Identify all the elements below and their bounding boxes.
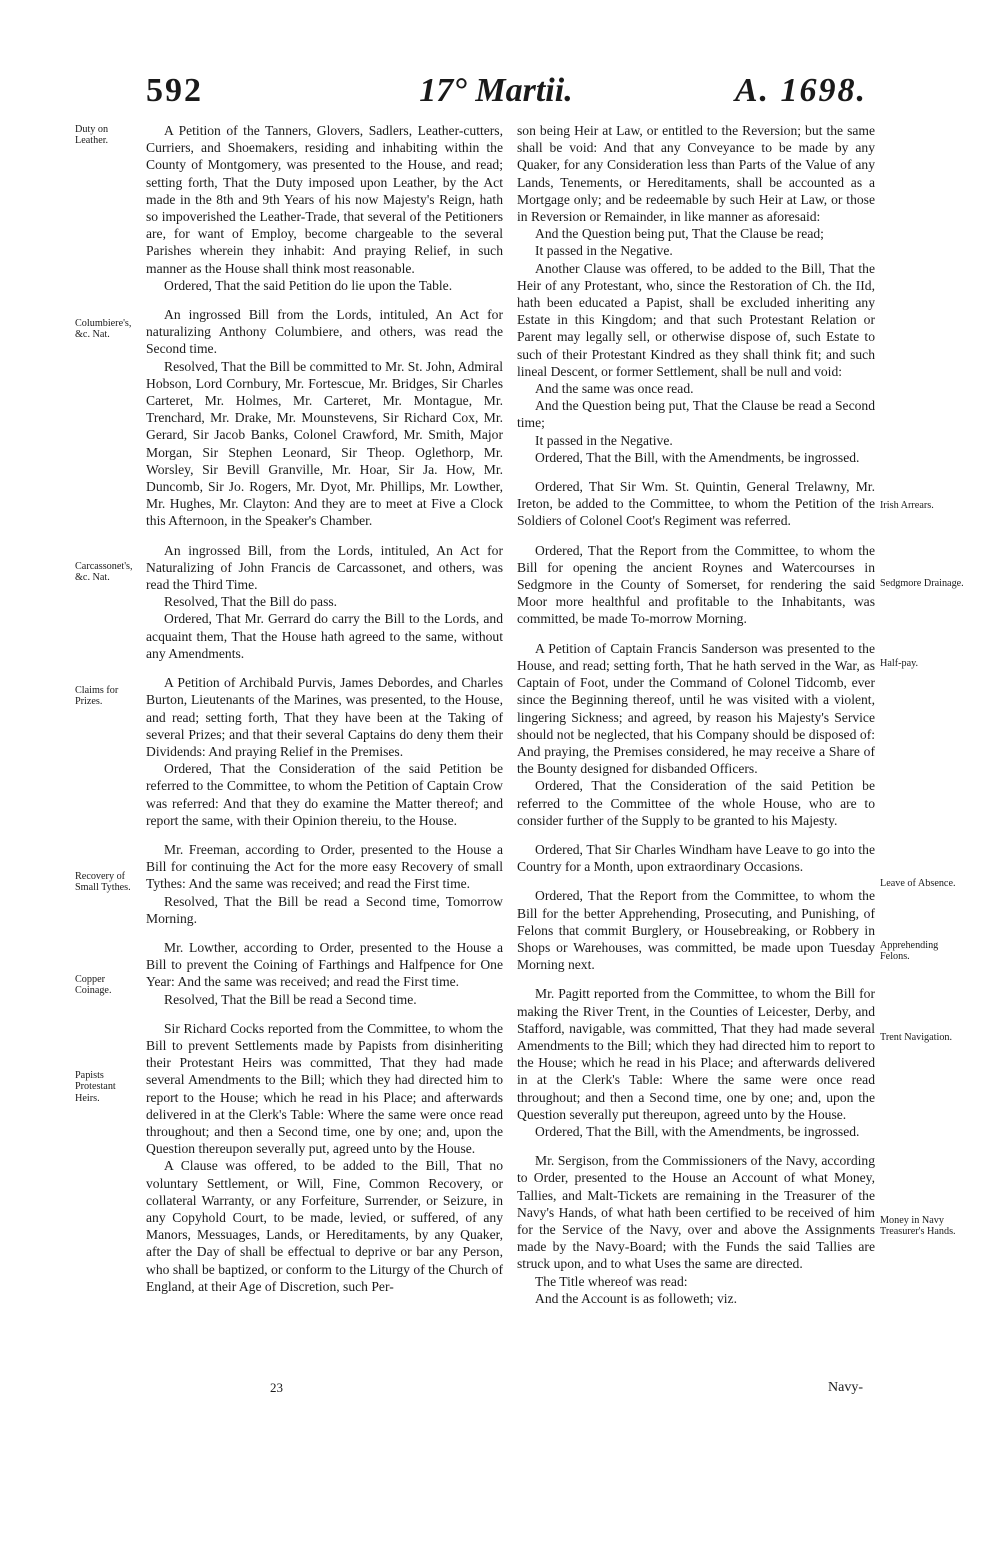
entry-paragraph: Resolved, That the Bill do pass.: [164, 594, 338, 610]
right-column: [517, 122, 875, 1307]
catchword: Navy-: [828, 1380, 863, 1395]
entry-paragraph: Ordered, That the Consideration of the said Petition be referred to the Committee, to whom the Petition of Captain Crow was referred: And that they do examine the Matter thereof; and report the same, with their Opinion thereiu, to the House.: [146, 761, 503, 828]
margin-note-apprehending-felons: Apprehending Felons.: [880, 940, 939, 963]
entry-paragraph: Mr. Freeman, according to Order, presented to the House a Bill for continuing the Act for the more easy Recovery of small Tythes: And the same was received; and read the First time.: [146, 841, 503, 892]
entry-paragraph: Ordered, That Sir Wm. St. Quintin, General Trelawny, Mr. Ireton, be added to the Committee, to whom the Petition of the Soldiers of Colonel Coot's Regiment was referred.: [517, 479, 875, 529]
entry-paragraph: An ingrossed Bill from the Lords, intituled, An Act for naturalizing Anthony Columbiere, and others, was read the Second time.: [146, 307, 503, 357]
entry-paragraph: Ordered, That the said Petition do lie upon the Table.: [164, 277, 453, 293]
margin-note-money-in-navy: Money in Navy Treasurer's Hands.: [880, 1215, 956, 1238]
entry-paragraph: Mr. Lowther, according to Order, presented to the House a Bill to prevent the Coining of Farthings and Halfpence for One Year: And the same was received; and read the First time.: [146, 939, 503, 990]
entry-paragraph: And the Account is as followeth; viz.: [535, 1290, 737, 1306]
entry-paragraph: Resolved, That the Bill be read a Second time.: [164, 991, 417, 1007]
entry-paragraph: Mr. Pagitt reported from the Committee, to whom the Bill for making the River Trent, in the Counties of Leicester, Derby, and Stafford, navigable, was committed, That they had made several Amendments to the Bill; which they had directed him to report to the House; which he read in his Place; and afterwards delivered in at the Clerk's Table: Where the same were once read throughout; and then a Second time, one by one; and, upon the Question severally put thereupon, agreed unto by the House.: [517, 986, 875, 1122]
entry-paragraph: It passed in the Negative.: [535, 243, 673, 259]
margin-note-recovery-small-tythes: Recovery of Small Tythes.: [75, 871, 131, 894]
margin-note-sedgmore-drainage: Sedgmore Drainage.: [880, 578, 964, 589]
entry-paragraph: A Petition of Archibald Purvis, James Debordes, and Charles Burton, Lieutenants of the Marines, was presented, to the House, and read; setting forth, That they have been at the Taking of several Prizes; and that their several Captains do deny them their Dividends: And praying Relief in the Premises.: [146, 675, 503, 759]
page-number: 592: [146, 72, 203, 109]
page-year: A. 1698.: [734, 72, 867, 109]
entry-paragraph: Resolved, That the Bill be read a Second time, Tomorrow Morning.: [146, 893, 503, 926]
entry-paragraph: Ordered, That the Consideration of the said Petition be referred to the Committee of the whole House, who are to consider further of the Supply to be granted to his Majesty.: [517, 778, 875, 828]
entry-paragraph: A Petition of the Tanners, Glovers, Sadlers, Leather-cutters, Curriers, and Shoemakers, residing and inhabiting within the County of Montgomery, was presented to the House, and read; setting forth, That the Duty imposed upon Leather, by the Act made in the 8th and 9th Years of his now Majesty's Reign, hath so impoverished the Leather-Trade, that several of the Petitioners are, for want of Employ, become chargeable to the several Parishes wherein they inhabit: And praying Relief, in such manner as the House shall think most reasonable.: [146, 123, 503, 276]
margin-note-duty-on-leather: Duty on Leather.: [75, 124, 109, 147]
entry-paragraph: And the Question being put, That the Clause be read;: [535, 226, 824, 242]
entry-paragraph: Another Clause was offered, to be added to the Bill, That the Heir of any Protestant, who, since the Restoration of Ch. the IId, hath been educated a Papist, shall be excluded inheriting any Estate in this Kingdom; and that such Protestant Relation or Parent may legally sell, or otherwise dispose of, such Estate to such of their Protestant Kindred as they shall think fit; and such lineal Descent, or former Settlement, shall be null and void:: [517, 260, 875, 379]
margin-note-copper-coinage: Copper Coinage.: [75, 974, 112, 997]
signature-mark: 23: [270, 1380, 283, 1395]
left-column: [146, 122, 503, 1295]
entry-paragraph: An ingrossed Bill, from the Lords, intituled, An Act for Naturalizing of John Francis de Carcassonet, and others, was read the Third Time.: [146, 542, 503, 593]
margin-note-irish-arrears: Irish Arrears.: [880, 500, 934, 511]
margin-note-papists-protestant-heirs: Papists Protestant Heirs.: [75, 1070, 116, 1104]
entry-paragraph: And the same was once read.: [535, 381, 694, 397]
entry-paragraph: Resolved, That the Bill be committed to Mr. St. John, Admiral Hobson, Lord Cornbury, Mr. Fortescue, Mr. Bridges, Sir Charles Carteret, Mr. Holmes, Mr. Carteret, Mr. Montague, Mr. Trenchard, Mr. Drake, Mr. Mounstevens, Sir Richard Cox, Mr. Gerard, Sir Jacob Banks, Colonel Crawford, Mr. Smith, Major Morgan, Sir Stephen Leonard, Sir Theop. Oglethorp, Mr. Worsley, Sir Bevill Granville, Mr. Hoar, Sir Ja. How, Mr. Duncomb, Sir Jo. Rogers, Mr. Dyot, Mr. Phillips, Mr. Lowther, Mr. Hughes, Mr. Clayton: And they are to meet at Five a Clock this Afternoon, in the Speaker's Chamber.: [146, 358, 503, 529]
entry-paragraph: Ordered, That the Report from the Committee, to whom the Bill for the better Apprehending, Prosecuting, and Punishing, of Felons that commit Burglery, or Housebreaking, or Robbery in Shops or Warehouses, was committed, be made upon Tuesday Morning next.: [517, 888, 875, 973]
entry-paragraph: The Title whereof was read:: [535, 1273, 688, 1289]
entry-paragraph: Ordered, That Mr. Gerrard do carry the Bill to the Lords, and acquaint them, That the House hath agreed to the same, without any Amendments.: [146, 611, 503, 661]
entry-paragraph: A Petition of Captain Francis Sanderson was presented to the House, and read; setting forth, That he hath served in the War, as Captain of Foot, under the Command of Colonel Tidcomb, ever since the Beginning thereof, until he was visited with a violent, lingering Sickness; and agreed, by reason his Majesty's Service should not be neglected, that his Company should be disposed of: And praying, the Premises considered, he may receive a Share of the Bounty designed for disbanded Officers.: [517, 640, 875, 777]
entry-paragraph: It passed in the Negative.: [535, 432, 673, 448]
margin-note-claims-for-prizes: Claims for Prizes.: [75, 685, 119, 708]
entry-paragraph: Ordered, That the Report from the Committee, to whom the Bill for opening the ancient Roynes and Watercourses in Sedgmore in the County of Somerset, for rendering the said Moor more healthful and profitable to the Inhabitants, was committed, be made To-morrow Morning.: [517, 542, 875, 627]
entry-paragraph: And the Question being put, That the Clause be read a Second time;: [517, 398, 875, 431]
entry-paragraph: Ordered, That Sir Charles Windham have Leave to go into the Country for a Month, upon extraordinary Occasions.: [517, 841, 875, 875]
entry-paragraph: Sir Richard Cocks reported from the Committee, to whom the Bill to prevent Settlements made by Papists from disinheriting their Protestant Heirs was committed, That they had made several Amendments to the Bill; which they had directed him to report to the House; which he read in his Place; and afterwards delivered in at the Clerk's Table: Where the same were once read throughout; and then a Second time, one by one; and, upon the Question thereupon severally put, agreed unto by the House.: [146, 1020, 503, 1157]
margin-note-carcassonet: Carcassonet's, &c. Nat.: [75, 561, 133, 584]
entry-paragraph: son being Heir at Law, or entitled to the Reversion; but the same shall be void: And that any Conveyance to be made by any Quaker, for any Consideration less than Parts of the Value of any Lands, Tenements, or Hereditaments, shall be accounted as a Mortgage only; and be redeemable by such Heir at Law, or those in Reversion or Remainder, in like manner as aforesaid:: [517, 123, 875, 225]
entry-paragraph: Ordered, That the Bill, with the Amendments, be ingrossed.: [535, 1123, 860, 1139]
entry-paragraph: Mr. Sergison, from the Commissioners of the Navy, according to Order, presented to the House an Account of what Money, Tallies, and Malt-Tickets are remaining in the Treasurer of the Navy's Hands, of what hath been certified to be received of him for the Service of the Navy, over and above the Assignments made by the Navy-Board; with the Funds the said Tallies are struck upon, and to what Uses the same are directed.: [517, 1153, 875, 1272]
margin-note-leave-of-absence: Leave of Absence.: [880, 878, 956, 889]
margin-note-trent-navigation: Trent Navigation.: [880, 1032, 953, 1043]
margin-note-columbiere: Columbiere's, &c. Nat.: [75, 318, 132, 341]
entry-paragraph: A Clause was offered, to be added to the Bill, That no voluntary Settlement, or Will, Fine, Common Recovery, or collateral Warranty, or any Forfeiture, Surrender, or Seizure, in any Copyhold Court, to be made, levied, or suffered, of any Manors, Messuages, Lands, or Hereditaments, by any Quaker, after the Day of shall be effectual to deprive or bar any Person, who shall be baptized, or conform to the Liturgy of the Church of England, at their Age of Discretion, such Per-: [146, 1158, 503, 1294]
entry-paragraph: Ordered, That the Bill, with the Amendments, be ingrossed.: [535, 449, 860, 465]
page-date: 17° Martii.: [419, 72, 573, 109]
margin-note-half-pay: Half-pay.: [880, 658, 919, 669]
